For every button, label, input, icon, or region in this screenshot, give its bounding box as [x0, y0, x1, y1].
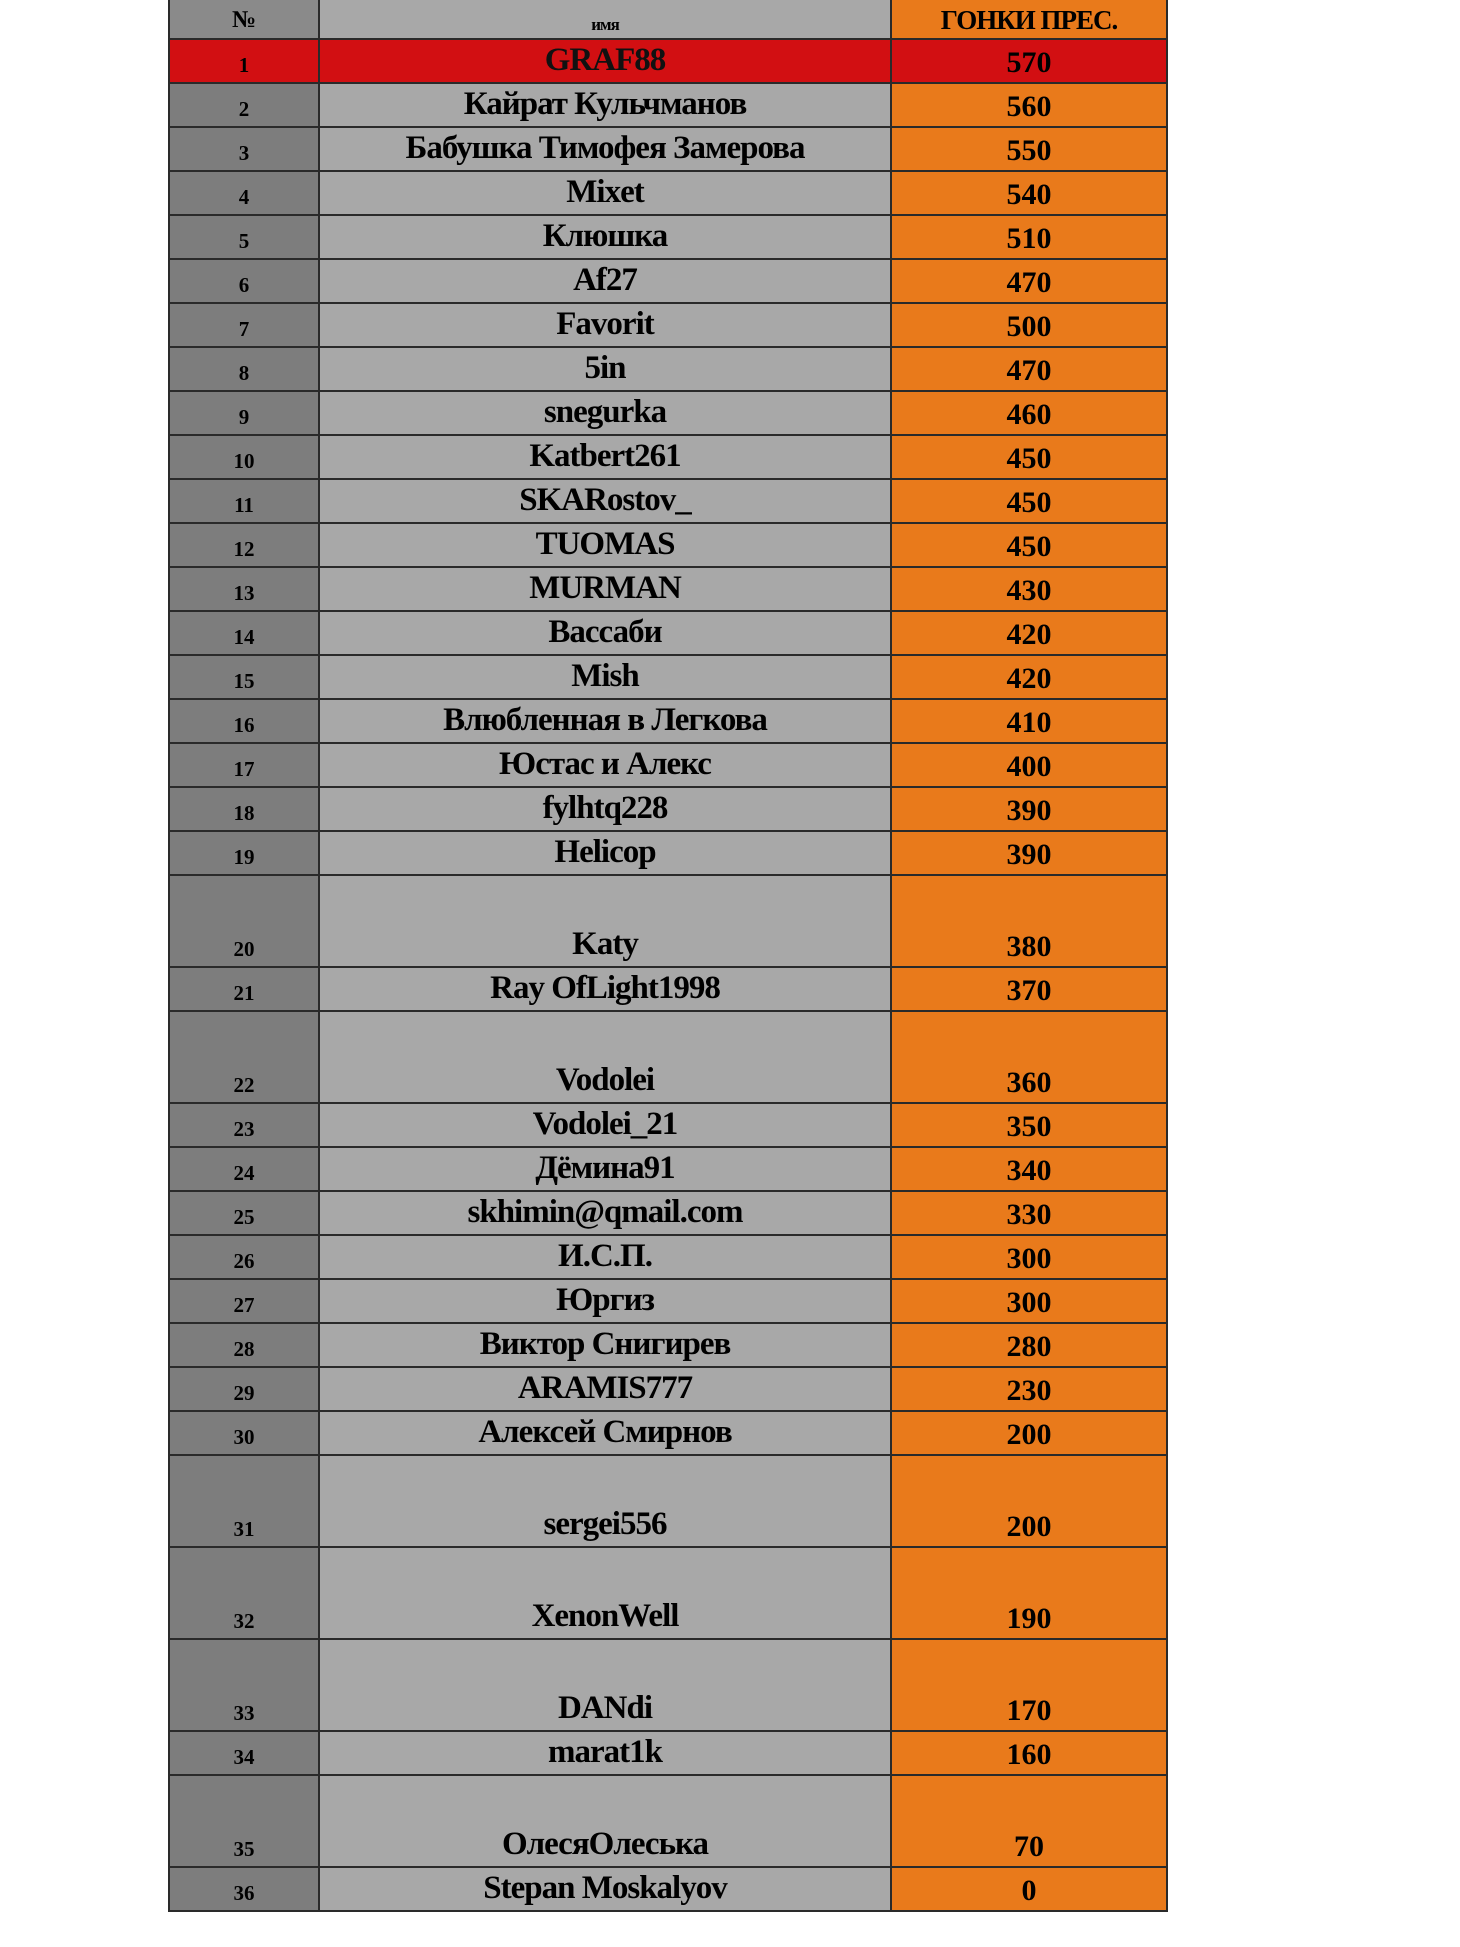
name-cell: Favorit [320, 304, 892, 346]
score-cell: 470 [892, 348, 1166, 390]
rank-cell: 25 [170, 1192, 320, 1234]
table-row [170, 656, 1166, 700]
name-cell: 5in [320, 348, 892, 390]
table-row [170, 1868, 1166, 1912]
name-cell: Af27 [320, 260, 892, 302]
name-cell: Юргиз [320, 1280, 892, 1322]
score-cell: 500 [892, 304, 1166, 346]
name-cell: Mixet [320, 172, 892, 214]
table-row [170, 700, 1166, 744]
table-row [170, 1732, 1166, 1776]
rank-cell: 6 [170, 260, 320, 302]
rank-cell: 18 [170, 788, 320, 830]
rank-cell: 11 [170, 480, 320, 522]
name-cell: Mish [320, 656, 892, 698]
score-cell: 450 [892, 436, 1166, 478]
table-row [170, 304, 1166, 348]
score-cell: 330 [892, 1192, 1166, 1234]
rank-cell: 31 [170, 1456, 320, 1546]
table-row [170, 524, 1166, 568]
rank-cell: 34 [170, 1732, 320, 1774]
table-row [170, 392, 1166, 436]
name-cell: Helicop [320, 832, 892, 874]
table-row [170, 40, 1166, 84]
score-cell: 540 [892, 172, 1166, 214]
rank-cell: 9 [170, 392, 320, 434]
rank-cell: 36 [170, 1868, 320, 1910]
table-row [170, 260, 1166, 304]
table-row [170, 1776, 1166, 1868]
name-cell: Клюшка [320, 216, 892, 258]
table-row [170, 1192, 1166, 1236]
rank-cell: 3 [170, 128, 320, 170]
rank-cell: 23 [170, 1104, 320, 1146]
name-cell: И.С.П. [320, 1236, 892, 1278]
rank-cell: 13 [170, 568, 320, 610]
table-row [170, 876, 1166, 968]
rank-cell: 1 [170, 40, 320, 82]
rank-cell: 26 [170, 1236, 320, 1278]
table-row [170, 1280, 1166, 1324]
score-cell: 170 [892, 1640, 1166, 1730]
table-row [170, 1456, 1166, 1548]
name-cell: fylhtq228 [320, 788, 892, 830]
name-cell: ОлесяОлеська [320, 1776, 892, 1866]
table-row [170, 1012, 1166, 1104]
table-row [170, 1640, 1166, 1732]
score-cell: 450 [892, 480, 1166, 522]
table-row [170, 1324, 1166, 1368]
score-cell: 570 [892, 40, 1166, 82]
name-cell: TUOMAS [320, 524, 892, 566]
table-row [170, 84, 1166, 128]
score-cell: 400 [892, 744, 1166, 786]
score-cell: 280 [892, 1324, 1166, 1366]
name-cell: GRAF88 [320, 40, 892, 82]
header-name: имя [320, 0, 892, 38]
score-cell: 300 [892, 1280, 1166, 1322]
table-row [170, 216, 1166, 260]
name-cell: snegurka [320, 392, 892, 434]
table-row [170, 172, 1166, 216]
table-row [170, 1148, 1166, 1192]
name-cell: Влюбленная в Легкова [320, 700, 892, 742]
name-cell: sergei556 [320, 1456, 892, 1546]
header-number: № [170, 0, 320, 38]
name-cell: XenonWell [320, 1548, 892, 1638]
score-cell: 300 [892, 1236, 1166, 1278]
table-row [170, 480, 1166, 524]
rank-cell: 2 [170, 84, 320, 126]
table-row [170, 436, 1166, 480]
rank-cell: 5 [170, 216, 320, 258]
rank-cell: 8 [170, 348, 320, 390]
name-cell: ARAMIS777 [320, 1368, 892, 1410]
name-cell: Stepan Moskalyov [320, 1868, 892, 1910]
rank-cell: 21 [170, 968, 320, 1010]
name-cell: skhimin@qmail.com [320, 1192, 892, 1234]
score-cell: 360 [892, 1012, 1166, 1102]
score-cell: 390 [892, 788, 1166, 830]
rank-cell: 32 [170, 1548, 320, 1638]
name-cell: Дёмина91 [320, 1148, 892, 1190]
table-row [170, 788, 1166, 832]
table-row [170, 1368, 1166, 1412]
table-body [170, 40, 1166, 1912]
name-cell: Кайрат Кульчманов [320, 84, 892, 126]
score-cell: 430 [892, 568, 1166, 610]
score-cell: 560 [892, 84, 1166, 126]
score-cell: 420 [892, 612, 1166, 654]
score-cell: 380 [892, 876, 1166, 966]
table-row [170, 1104, 1166, 1148]
name-cell: DANdi [320, 1640, 892, 1730]
rank-cell: 7 [170, 304, 320, 346]
rank-cell: 35 [170, 1776, 320, 1866]
rank-cell: 33 [170, 1640, 320, 1730]
name-cell: Вассаби [320, 612, 892, 654]
table-header [170, 0, 1166, 40]
name-cell: Katbert261 [320, 436, 892, 478]
score-cell: 340 [892, 1148, 1166, 1190]
table-row [170, 568, 1166, 612]
rank-cell: 12 [170, 524, 320, 566]
table-row [170, 832, 1166, 876]
name-cell: Алексей Смирнов [320, 1412, 892, 1454]
table-row [170, 1412, 1166, 1456]
rank-cell: 19 [170, 832, 320, 874]
score-cell: 470 [892, 260, 1166, 302]
name-cell: marat1k [320, 1732, 892, 1774]
score-cell: 460 [892, 392, 1166, 434]
score-cell: 160 [892, 1732, 1166, 1774]
table-row [170, 1548, 1166, 1640]
name-cell: SKARostov_ [320, 480, 892, 522]
rank-cell: 10 [170, 436, 320, 478]
score-cell: 410 [892, 700, 1166, 742]
name-cell: Katy [320, 876, 892, 966]
name-cell: MURMAN [320, 568, 892, 610]
score-cell: 390 [892, 832, 1166, 874]
name-cell: Vodolei [320, 1012, 892, 1102]
rank-cell: 22 [170, 1012, 320, 1102]
name-cell: Ray OfLight1998 [320, 968, 892, 1010]
score-cell: 550 [892, 128, 1166, 170]
table-row [170, 1236, 1166, 1280]
table-row [170, 128, 1166, 172]
score-cell: 200 [892, 1412, 1166, 1454]
rank-cell: 28 [170, 1324, 320, 1366]
score-cell: 190 [892, 1548, 1166, 1638]
rank-cell: 27 [170, 1280, 320, 1322]
name-cell: Виктор Снигирев [320, 1324, 892, 1366]
table-row [170, 612, 1166, 656]
score-cell: 350 [892, 1104, 1166, 1146]
rank-cell: 29 [170, 1368, 320, 1410]
score-cell: 70 [892, 1776, 1166, 1866]
score-cell: 0 [892, 1868, 1166, 1910]
score-cell: 230 [892, 1368, 1166, 1410]
rank-cell: 17 [170, 744, 320, 786]
table-row [170, 968, 1166, 1012]
rank-cell: 16 [170, 700, 320, 742]
rank-cell: 20 [170, 876, 320, 966]
leaderboard-table [168, 0, 1168, 1912]
rank-cell: 14 [170, 612, 320, 654]
score-cell: 450 [892, 524, 1166, 566]
rank-cell: 30 [170, 1412, 320, 1454]
header-score: ГОНКИ ПРЕС. [892, 0, 1166, 38]
score-cell: 510 [892, 216, 1166, 258]
score-cell: 370 [892, 968, 1166, 1010]
table-row [170, 744, 1166, 788]
name-cell: Vodolei_21 [320, 1104, 892, 1146]
score-cell: 200 [892, 1456, 1166, 1546]
rank-cell: 24 [170, 1148, 320, 1190]
rank-cell: 4 [170, 172, 320, 214]
name-cell: Бабушка Тимофея Замерова [320, 128, 892, 170]
rank-cell: 15 [170, 656, 320, 698]
name-cell: Юстас и Алекс [320, 744, 892, 786]
score-cell: 420 [892, 656, 1166, 698]
table-row [170, 348, 1166, 392]
